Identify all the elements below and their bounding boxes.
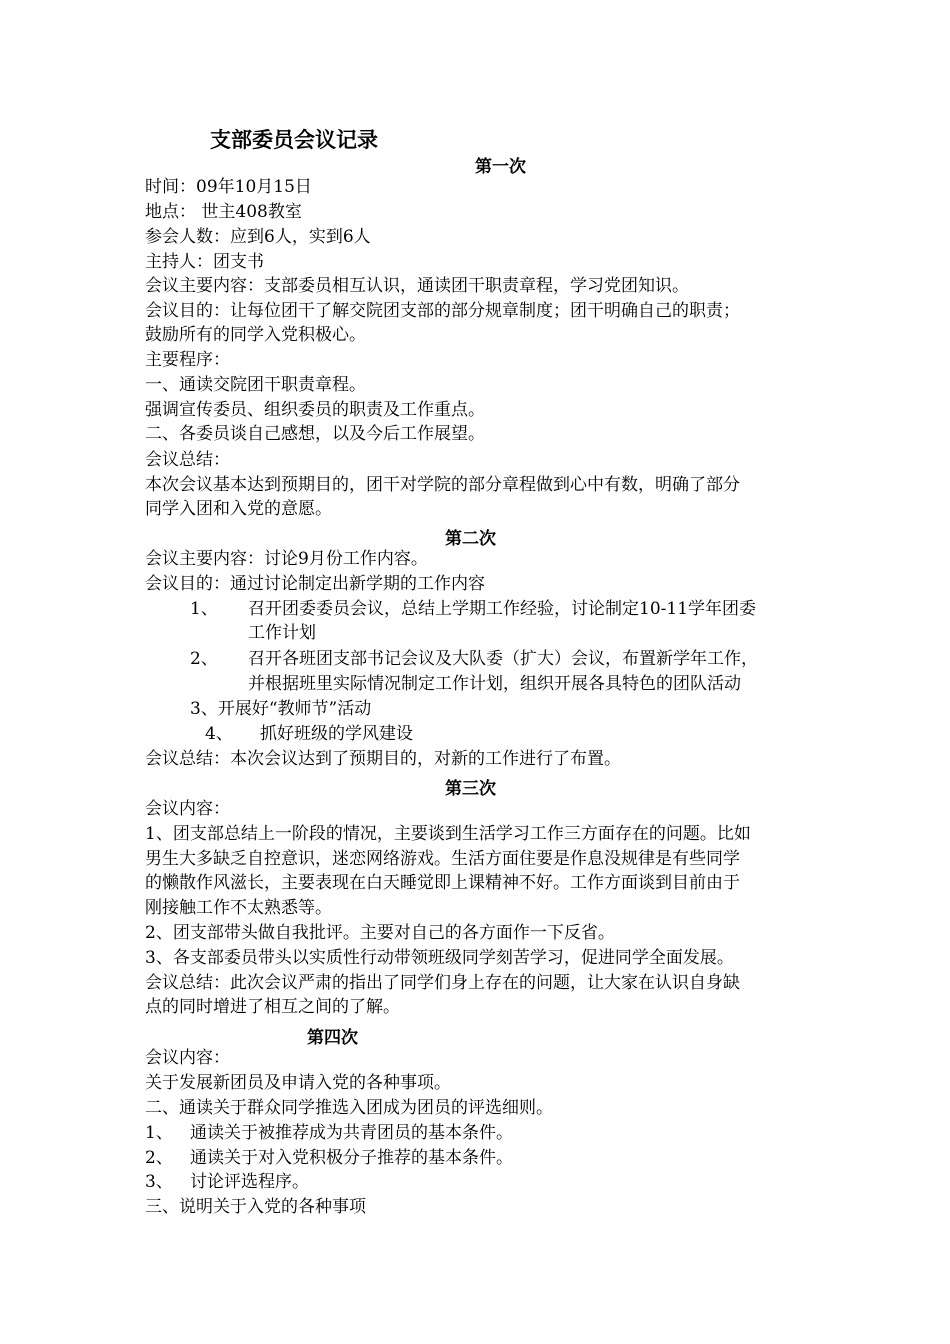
meeting-purpose: 会议目的：通过讨论制定出新学期的工作内容	[145, 574, 485, 594]
summary-text: 会议总结：本次会议达到了预期目的，对新的工作进行了布置。	[145, 749, 621, 769]
meeting-purpose-line: 鼓励所有的同学入党积极心。	[145, 325, 366, 345]
list-item: 通读关于对入党积极分子推荐的基本条件。	[190, 1148, 513, 1168]
list-number: 3、	[145, 1172, 173, 1192]
list-item: 召开各班团支部书记会议及大队委（扩大）会议，布置新学年工作，	[248, 649, 758, 669]
section-heading-2: 第二次	[445, 529, 496, 549]
list-number: 2、	[190, 649, 218, 669]
meeting-attendance: 参会人数：应到6人，实到6人	[145, 227, 371, 247]
procedure-step: 强调宣传委员、组织委员的职责及工作重点。	[145, 400, 485, 420]
meeting-content: 会议主要内容：讨论9月份工作内容。	[145, 549, 428, 569]
procedure-label: 主要程序：	[145, 350, 230, 370]
procedure-step: 二、各委员谈自己感想，以及今后工作展望。	[145, 424, 485, 444]
list-number: 4、	[205, 724, 233, 744]
section-heading-1: 第一次	[475, 157, 526, 177]
content-text: 1、团支部总结上一阶段的情况，主要谈到生活学习工作三方面存在的问题。比如	[145, 824, 751, 844]
summary-text: 同学入团和入党的意愿。	[145, 499, 332, 519]
meeting-host: 主持人：团支书	[145, 252, 264, 272]
content-text: 关于发展新团员及申请入党的各种事项。	[145, 1073, 451, 1093]
list-item: 通读关于被推荐成为共青团员的基本条件。	[190, 1123, 513, 1143]
summary-text: 本次会议基本达到预期目的，团干对学院的部分章程做到心中有数，明确了部分	[145, 475, 740, 495]
meeting-time: 时间：09年10月15日	[145, 177, 312, 197]
list-item-continuation: 工作计划	[248, 623, 316, 643]
section-heading-3: 第三次	[445, 779, 496, 799]
meeting-purpose-line: 会议目的：让每位团干了解交院团支部的部分规章制度；团干明确自己的职责；	[145, 301, 740, 321]
list-item: 抓好班级的学风建设	[260, 724, 413, 744]
meeting-content: 会议主要内容：支部委员相互认识，通读团干职责章程，学习党团知识。	[145, 276, 689, 296]
content-label: 会议内容：	[145, 1048, 230, 1068]
summary-text: 点的同时增进了相互之间的了解。	[145, 997, 400, 1017]
procedure-step: 一、通读交院团干职责章程。	[145, 375, 366, 395]
content-text: 2、团支部带头做自我批评。主要对自己的各方面作一下反省。	[145, 923, 615, 943]
section-heading-4: 第四次	[307, 1028, 358, 1048]
list-item: 讨论评选程序。	[190, 1172, 309, 1192]
content-text: 的懒散作风滋长，主要表现在白天睡觉即上课精神不好。工作方面谈到目前由于	[145, 873, 740, 893]
content-text: 3、各支部委员带头以实质性行动带领班级同学刻苦学习，促进同学全面发展。	[145, 948, 734, 968]
list-number: 2、	[145, 1148, 173, 1168]
content-text: 刚接触工作不太熟悉等。	[145, 898, 332, 918]
summary-text: 会议总结：此次会议严肃的指出了同学们身上存在的问题，让大家在认识自身缺	[145, 973, 740, 993]
summary-label: 会议总结：	[145, 450, 230, 470]
content-label: 会议内容：	[145, 799, 230, 819]
list-item-continuation: 并根据班里实际情况制定工作计划，组织开展各具特色的团队活动	[248, 674, 741, 694]
content-text: 三、说明关于入党的各种事项	[145, 1197, 366, 1217]
content-text: 男生大多缺乏自控意识，迷恋网络游戏。生活方面住要是作息没规律是有些同学	[145, 849, 740, 869]
list-item: 3、开展好“教师节”活动	[190, 699, 372, 719]
content-text: 二、通读关于群众同学推选入团成为团员的评选细则。	[145, 1098, 553, 1118]
list-number: 1、	[190, 599, 218, 619]
list-item: 召开团委委员会议，总结上学期工作经验，讨论制定10-11学年团委	[248, 599, 757, 619]
meeting-place: 地点： 世主408教室	[145, 202, 302, 222]
list-number: 1、	[145, 1123, 173, 1143]
document-title: 支部委员会议记录	[210, 128, 378, 152]
